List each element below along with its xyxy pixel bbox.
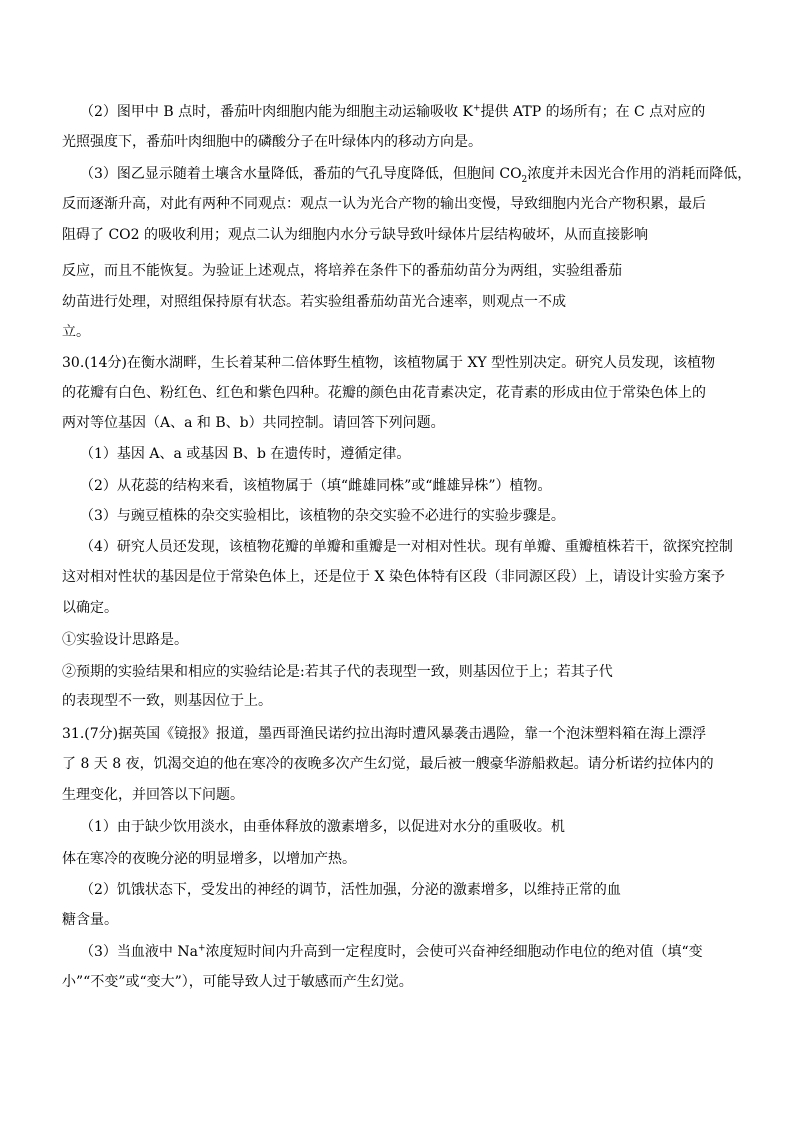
q30-sub-4-line-1: （4）研究人员还发现，该植物花瓣的单瓣和重瓣是一对相对性状。现有单瓣、重瓣植株若干，欲探究控制	[80, 539, 733, 555]
q31-sub-3-line-1: （3）当血液中 Na+浓度短时间内升高到一定程度时，会使可兴奋神经细胞动作电位的绝对值（填“变	[80, 943, 703, 960]
q30-circle-2: ②预期的实验结果和相应的实验结论是:若其子代的表现型一致，则基因位于上；若其子代	[62, 664, 613, 680]
q29-3-line-3: 阻碍了 CO2 的吸收利用；观点二认为细胞内水分亏缺导致叶绿体片层结构破坏，从而直接影响	[62, 227, 648, 243]
q31-sub-2-line-2: 糖含量。	[62, 912, 118, 928]
q29-3-line-5: 幼苗进行处理，对照组保持原有状态。若实验组番茄幼苗光合速率，则观点一不成	[62, 294, 566, 310]
q30-circle-1: ①实验设计思路是。	[62, 632, 188, 648]
q31-sub-2-line-1: （2）饥饿状态下，受发出的神经的调节，活性加强，分泌的激素增多，以维持正常的血	[80, 882, 621, 898]
q31-line-3: 生理变化，并回答以下问题。	[62, 787, 244, 803]
q30-sub-4-line-2: 这对相对性状的基因是位于常染色体上，还是位于 X 染色体特有区段（非同源区段）上，请设计实验方案予	[62, 569, 725, 585]
q29-3-line-4: 反应，而且不能恢复。为验证上述观点，将培养在条件下的番茄幼苗分为两组，实验组番茄	[62, 263, 622, 279]
q31-line-2: 了 8 天 8 夜，饥渴交迫的他在寒冷的夜晚多次产生幻觉，最后被一艘豪华游船救起。请分析诺约拉体内的	[62, 756, 714, 772]
q30-circle-3: 的表现型不一致，则基因位于上。	[62, 693, 272, 709]
q30-sub-4-line-3: 以确定。	[62, 600, 118, 616]
q29-2-line-1: （2）图甲中 B 点时，番茄叶肉细胞内能为细胞主动运输吸收 K+提供 ATP 的场所有；在 C 点对应的	[80, 103, 706, 120]
q30-line-2: 的花瓣有白色、粉红色、红色和紫色四种。花瓣的颜色由花青素决定，花青素的形成由位于常染色体上的	[62, 385, 706, 401]
q31-line-1: 31.(7分)据英国《镜报》报道，墨西哥渔民诺约拉出海时遭风暴袭击遇险，靠一个泡沫塑料箱在海上漂浮	[62, 726, 707, 742]
q29-2-line-2: 光照强度下，番茄叶肉细胞中的磷酸分子在叶绿体内的移动方向是。	[62, 134, 482, 150]
q29-3-line-1: （3）图乙显示随着土壤含水量降低，番茄的气孔导度降低，但胞间 $CO_2$浓度并未因光合作用的消耗而降低，	[80, 166, 752, 185]
q31-sub-1-line-2: 体在寒冷的夜晚分泌的明显增多，以增加产热。	[62, 851, 356, 867]
q30-sub-1: （1）基因 A、a 或基因 B、b 在遗传时，遵循定律。	[80, 446, 411, 462]
q31-sub-3-line-2: 小”“不变”或“变大”），可能导致人过于敏感而产生幻觉。	[62, 974, 413, 990]
q29-3-line-2: 反而逐渐升高，对此有两种不同观点：观点一认为光合产物的输出变慢，导致细胞内光合产物积累，最后	[62, 196, 706, 212]
q30-sub-3: （3）与豌豆植株的杂交实验相比，该植物的杂交实验不必进行的实验步骤是。	[80, 508, 565, 524]
q30-line-1: 30.(14分)在衡水湖畔，生长着某种二倍体野生植物，该植物属于 XY 型性别决定。研究人员发现，该植物	[62, 355, 716, 371]
q31-sub-1-line-1: （1）由于缺少饮用淡水，由垂体释放的激素增多，以促进对水分的重吸收。机	[80, 819, 565, 835]
q29-3-line-6: 立。	[62, 324, 90, 340]
q30-sub-2: （2）从花蕊的结构来看，该植物属于（填“雌雄同株”或“雌雄异株”）植物。	[80, 478, 552, 494]
q30-line-3: 两对等位基因（A、a 和 B、b）共同控制。请回答下列问题。	[62, 415, 445, 431]
